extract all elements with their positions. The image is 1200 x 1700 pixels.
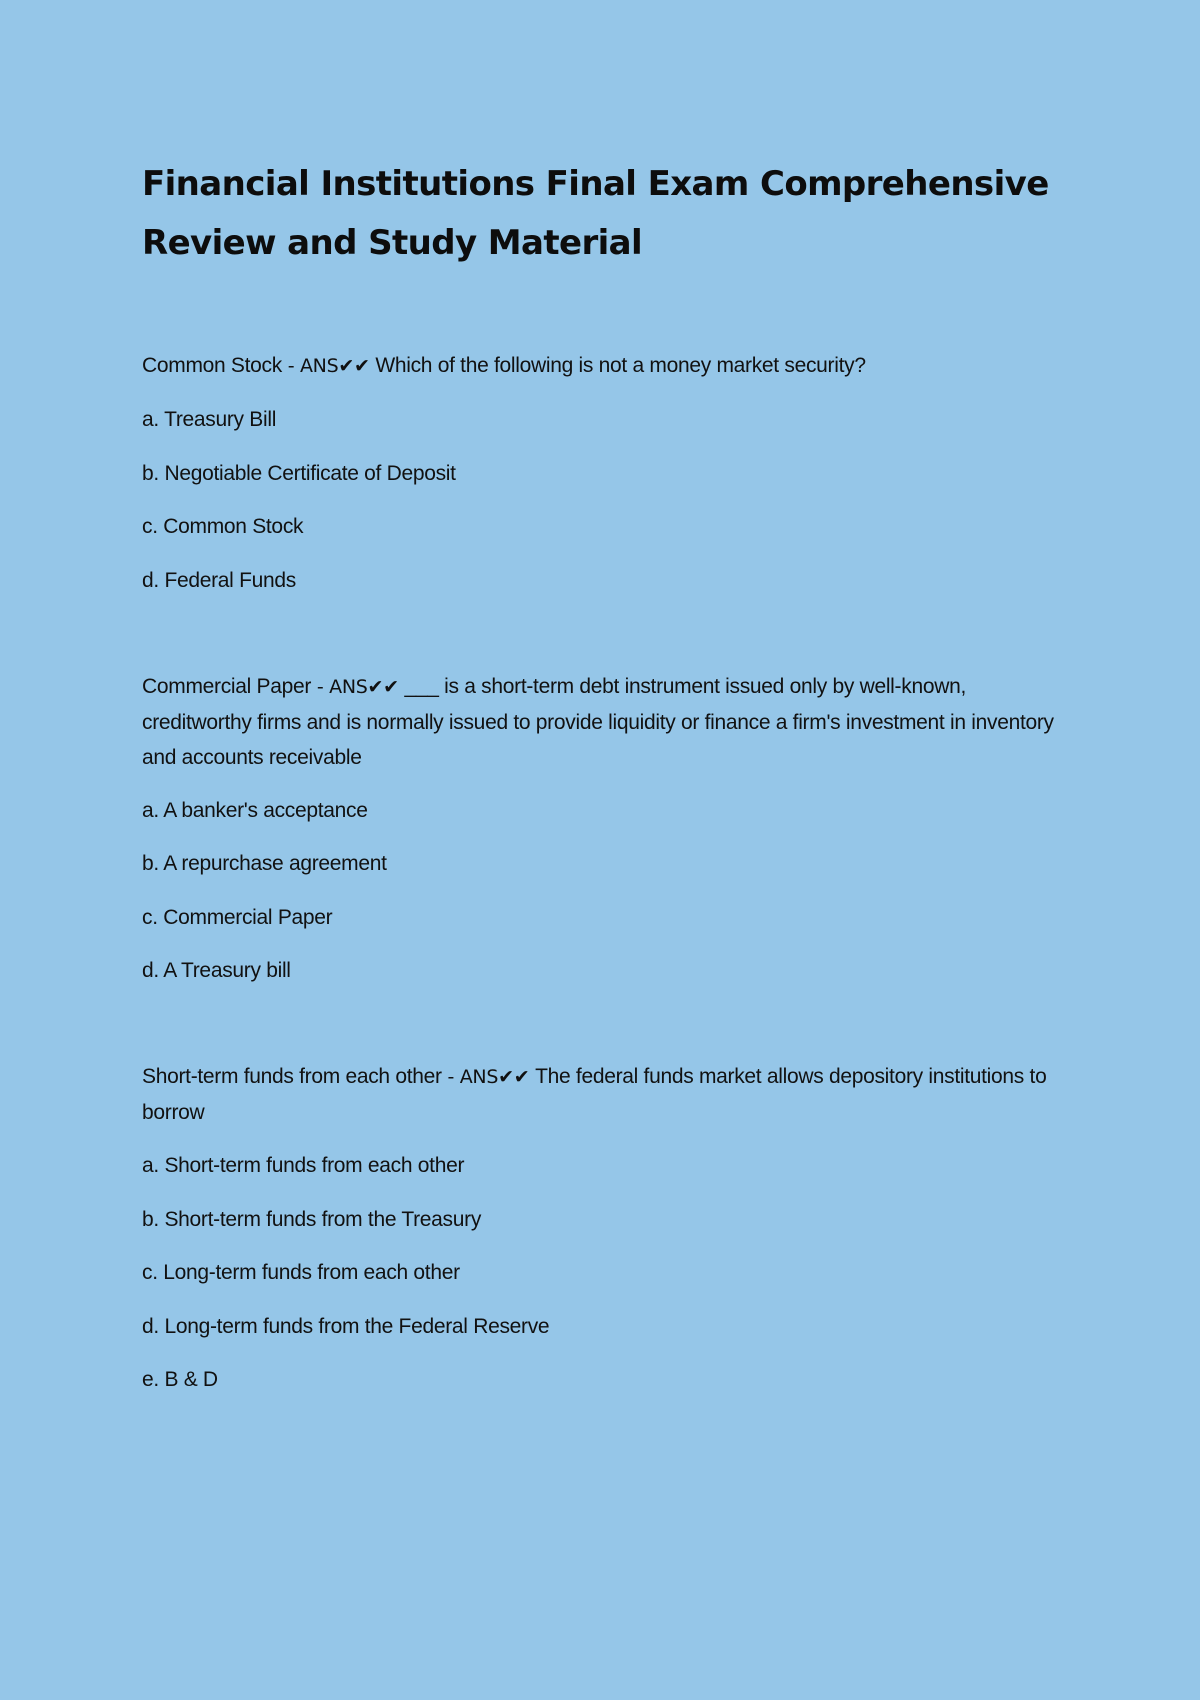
question-text (142, 669, 1060, 775)
option-item: a. A banker's acceptance (142, 798, 368, 822)
option-item: a. Short-term funds from each other (142, 1154, 465, 1177)
ans-marker: - ANS✔✔ (281, 355, 376, 377)
option-item: e. B & D (142, 1368, 218, 1391)
ans-marker: - ANS✔✔ (441, 1066, 536, 1088)
option-item: b. Short-term funds from the Treasury (142, 1207, 482, 1231)
question-block-1 (142, 348, 1060, 598)
question-text (142, 348, 1060, 384)
ans-marker: - ANS✔✔ (311, 675, 405, 698)
option-item: a. Treasury Bill (142, 408, 277, 431)
question-prompt: ___ is a short-term debt instrument issued only by well-known, creditworthy firms and is normally issued to provide liquidity or finance a firm's investment in inventory and accounts receivable (142, 674, 1054, 769)
answer-text: Short-term funds from each other (142, 1065, 442, 1088)
question-block-2 (142, 669, 1060, 989)
question-prompt: The federal funds market allows depository institutions to borrow (142, 1065, 1047, 1124)
question-text (142, 1059, 1060, 1130)
option-item: d. A Treasury bill (142, 959, 291, 982)
answer-text: Common Stock (142, 354, 282, 377)
document-title: Financial Institutions Final Exam Comprehensive Review and Study Material (142, 164, 1049, 263)
option-item: b. A repurchase agreement (142, 852, 387, 875)
question-prompt: Which of the following is not a money market security? (375, 354, 866, 377)
answer-text: Commercial Paper (142, 674, 312, 698)
option-item: c. Long-term funds from each other (142, 1261, 460, 1284)
question-block-3 (142, 1059, 1060, 1397)
option-item: c. Commercial Paper (142, 905, 333, 929)
option-item: b. Negotiable Certificate of Deposit (142, 461, 456, 485)
option-item: d. Federal Funds (142, 568, 296, 592)
option-item: c. Common Stock (142, 515, 304, 538)
option-item: d. Long-term funds from the Federal Reserve (142, 1314, 550, 1338)
